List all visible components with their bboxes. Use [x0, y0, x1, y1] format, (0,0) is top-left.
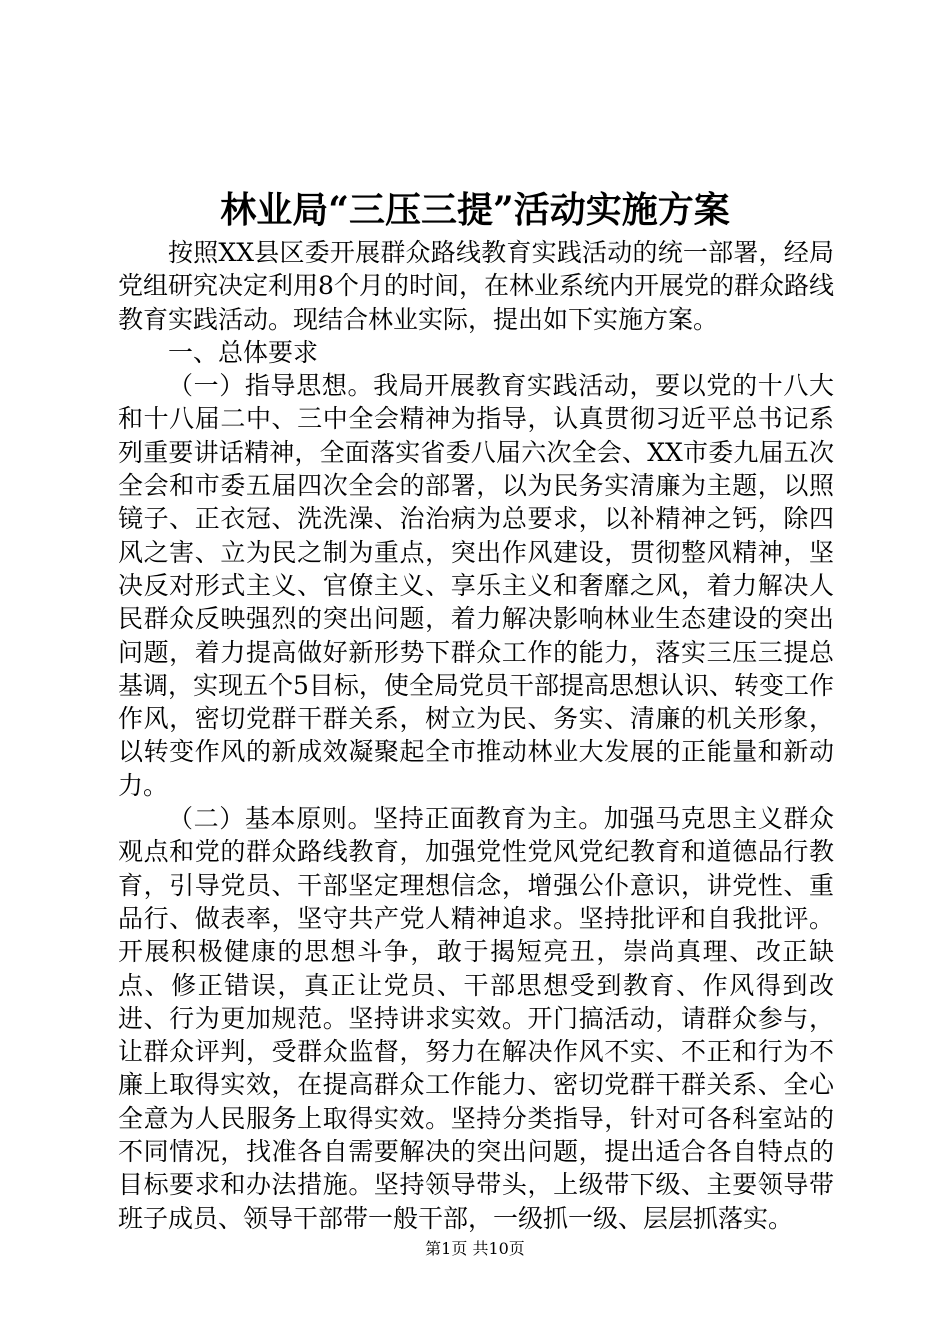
paragraph-basic-principles: （二）基本原则。坚持正面教育为主。加强马克思主义群众观点和党的群众路线教育，加强党性党风党纪教育和道德品行教育，引导党员、干部坚定理想信念，增强公仆意识，讲党性、重品行、做表率，坚守共产党人精神追求。坚持批评和自我批评。开展积极健康的思想斗争，敢于揭短亮丑，崇尚真理、改正缺点、修正错误，真正让党员、干部思想受到教育、作风得到改进、行为更加规范。坚持讲求实效。开门搞活动，请群众参与，让群众评判，受群众监督，努力在解决作风不实、不正和行为不廉上取得实效，在提高群众工作能力、密切党群干群关系、全心全意为人民服务上取得实效。坚持分类指导，针对可各科室站的不同情况，找准各自需要解决的突出问题，提出适合各自特点的目标要求和办法措施。坚持领导带头，上级带下级、主要领导带班子成员、领导干部带一般干部，一级抓一级、层层抓落实。: [118, 804, 834, 1233]
paragraph-guiding-thought: （一）指导思想。我局开展教育实践活动，要以党的十八大和十八届二中、三中全会精神为指导，认真贯彻习近平总书记系列重要讲话精神，全面落实省委八届六次全会、XX市委九届五次全会和市委五届四次全会的部署，以为民务实清廉为主题，以照镜子、正衣冠、洗洗澡、治治病为总要求，以补精神之钙，除四风之害、立为民之制为重点，突出作风建设，贯彻整风精神，坚决反对形式主义、官僚主义、享乐主义和奢靡之风，着力解决人民群众反映强烈的突出问题，着力解决影响林业生态建设的突出问题，着力提高做好新形势下群众工作的能力，落实三压三提总基调，实现五个5目标，使全局党员干部提高思想认识、转变工作作风，密切党群干群关系，树立为民、务实、清廉的机关形象，以转变作风的新成效凝聚起全市推动林业大发展的正能量和新动力。: [118, 371, 834, 800]
section-heading-general-requirements: 一、总体要求: [168, 337, 319, 367]
page-number-footer: 第1页 共10页: [425, 1239, 525, 1258]
paragraph-intro: 按照XX县区委开展群众路线教育实践活动的统一部署，经局党组研究决定利用8个月的时间，在林业系统内开展党的群众路线教育实践活动。现结合林业实际，提出如下实施方案。: [118, 238, 834, 334]
document-body: [118, 236, 834, 1235]
document-title: 林业局“三压三提”活动实施方案: [220, 189, 730, 231]
